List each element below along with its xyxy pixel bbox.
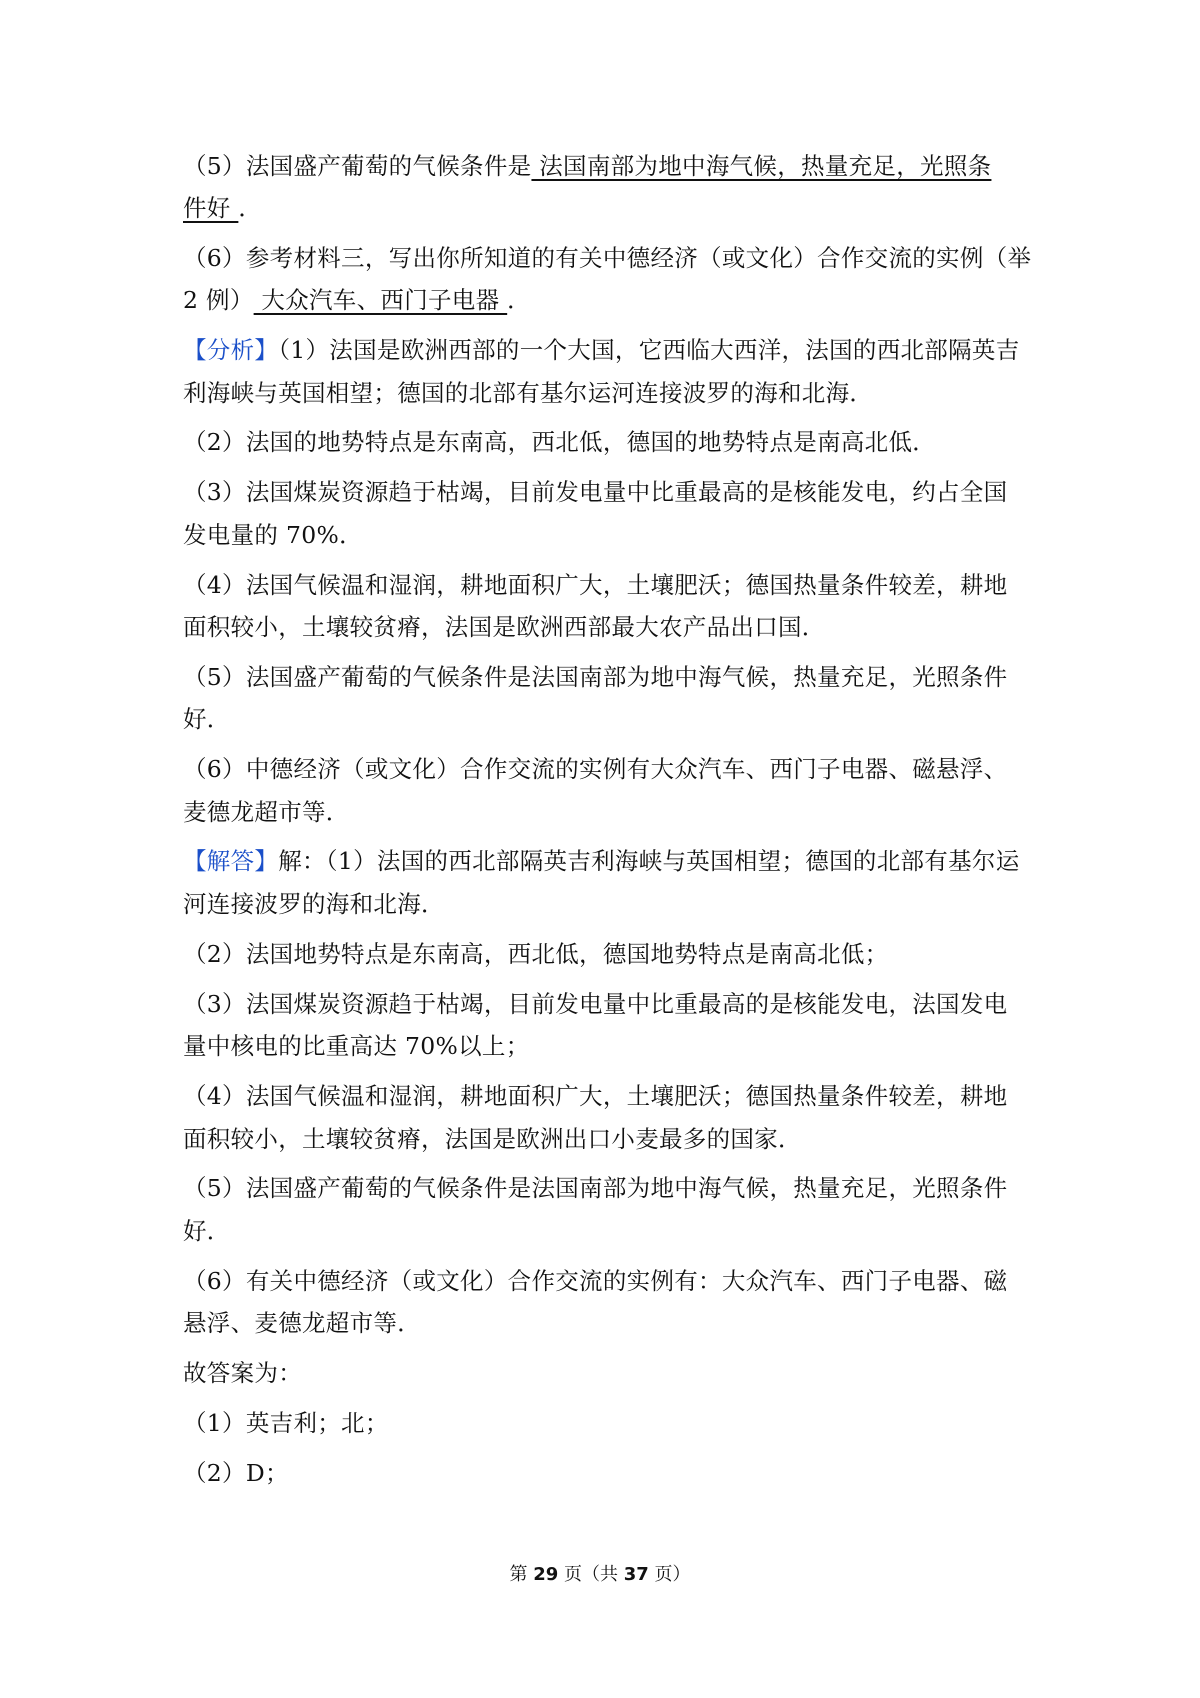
line-text: 故答案为： xyxy=(183,1359,302,1387)
line-text: 好． xyxy=(183,1217,231,1245)
text-line xyxy=(183,1030,530,1062)
line-text: 发电量的 70%． xyxy=(183,521,363,549)
text-line xyxy=(183,1307,421,1339)
analysis-tag: 【分析】 xyxy=(183,336,279,364)
page-number: 29 xyxy=(533,1564,559,1585)
text-line xyxy=(183,611,826,643)
text-line xyxy=(183,1357,302,1389)
text-line xyxy=(183,242,1031,274)
line-text: （6）有关中德经济（或文化）合作交流的实例有：大众汽车、西门子电器、磁 xyxy=(183,1267,1008,1295)
text-line xyxy=(183,1172,1007,1204)
line-text: （3）法国煤炭资源趋于枯竭，目前发电量中比重最高的是核能发电，约占全国 xyxy=(183,478,1008,506)
line-text: 利海峡与英国相望；德国的北部有基尔运河连接波罗的海和北海． xyxy=(183,379,874,407)
text-line xyxy=(183,753,1007,785)
line-text: （2）D； xyxy=(183,1459,289,1487)
answer-tag: 【解答】 xyxy=(183,847,279,875)
answer-blank: 法国南部为地中海气候，热量充足，光照条 xyxy=(531,152,992,180)
text-line xyxy=(183,845,1020,877)
text-line xyxy=(183,284,531,316)
text-line xyxy=(183,569,1007,601)
line-text: 麦德龙超市等． xyxy=(183,798,350,826)
text-line xyxy=(183,334,1020,366)
line-text: （5）法国盛产葡萄的气候条件是法国南部为地中海气候，热量充足，光照条件 xyxy=(183,663,1008,691)
text-line xyxy=(183,1457,289,1489)
line-text: （5）法国盛产葡萄的气候条件是法国南部为地中海气候，热量充足，光照条件 xyxy=(183,1174,1008,1202)
footer-text: 页） xyxy=(648,1564,691,1585)
line-text: （1）英吉利；北； xyxy=(183,1409,389,1437)
text-line xyxy=(183,476,1007,508)
line-text: 河连接波罗的海和北海． xyxy=(183,890,445,918)
text-line xyxy=(183,661,1007,693)
line-text: 面积较小，土壤较贫瘠，法国是欧洲出口小麦最多的国家． xyxy=(183,1125,802,1153)
line-text: （4）法国气候温和湿润，耕地面积广大，土壤肥沃；德国热量条件较差，耕地 xyxy=(183,571,1008,599)
text-line xyxy=(183,1265,1007,1297)
line-text: 量中核电的比重高达 70%以上； xyxy=(183,1032,530,1060)
line-text: （5）法国盛产葡萄的气候条件是 xyxy=(183,152,532,180)
text-line xyxy=(183,377,873,409)
text-line xyxy=(183,519,363,551)
footer-text: 页（共 xyxy=(558,1564,624,1585)
text-line xyxy=(183,192,262,224)
text-line xyxy=(183,1407,389,1439)
line-text: （1）法国是欧洲西部的一个大国，它西临大西洋，法国的西北部隔英吉 xyxy=(278,336,1020,364)
text-line xyxy=(183,888,445,920)
total-pages: 37 xyxy=(623,1564,649,1585)
line-text: 2 例） xyxy=(183,286,254,314)
line-text: （4）法国气候温和湿润，耕地面积广大，土壤肥沃；德国热量条件较差，耕地 xyxy=(183,1082,1008,1110)
line-text: （6）参考材料三，写出你所知道的有关中德经济（或文化）合作交流的实例（举 xyxy=(183,244,1032,272)
text-line xyxy=(183,1080,1007,1112)
line-text: （2）法国地势特点是东南高，西北低，德国地势特点是南高北低； xyxy=(183,940,889,968)
text-line xyxy=(183,988,1007,1020)
line-text: （2）法国的地势特点是东南高，西北低，德国的地势特点是南高北低． xyxy=(183,428,937,456)
answer-blank: 件好 xyxy=(183,194,239,222)
text-line xyxy=(183,426,936,458)
text-line xyxy=(183,1215,231,1247)
page-footer xyxy=(0,1563,1200,1587)
line-text: 好． xyxy=(183,705,231,733)
line-text: 面积较小，土壤较贫瘠，法国是欧洲西部最大农产品出口国． xyxy=(183,613,826,641)
line-text: 悬浮、麦德龙超市等． xyxy=(183,1309,421,1337)
answer-blank: 大众汽车、西门子电器 xyxy=(253,286,508,314)
text-line xyxy=(183,1123,802,1155)
text-line xyxy=(183,703,231,735)
text-line xyxy=(183,796,350,828)
line-text: ． xyxy=(238,194,263,222)
text-line xyxy=(183,938,888,970)
line-text: 解：（1）法国的西北部隔英吉利海峡与英国相望；德国的北部有基尔运 xyxy=(278,847,1020,875)
line-text: （6）中德经济（或文化）合作交流的实例有大众汽车、西门子电器、磁悬浮、 xyxy=(183,755,1008,783)
text-line xyxy=(183,150,991,182)
line-text: （3）法国煤炭资源趋于枯竭，目前发电量中比重最高的是核能发电，法国发电 xyxy=(183,990,1008,1018)
footer-text: 第 xyxy=(509,1564,534,1585)
line-text: ． xyxy=(507,286,531,314)
